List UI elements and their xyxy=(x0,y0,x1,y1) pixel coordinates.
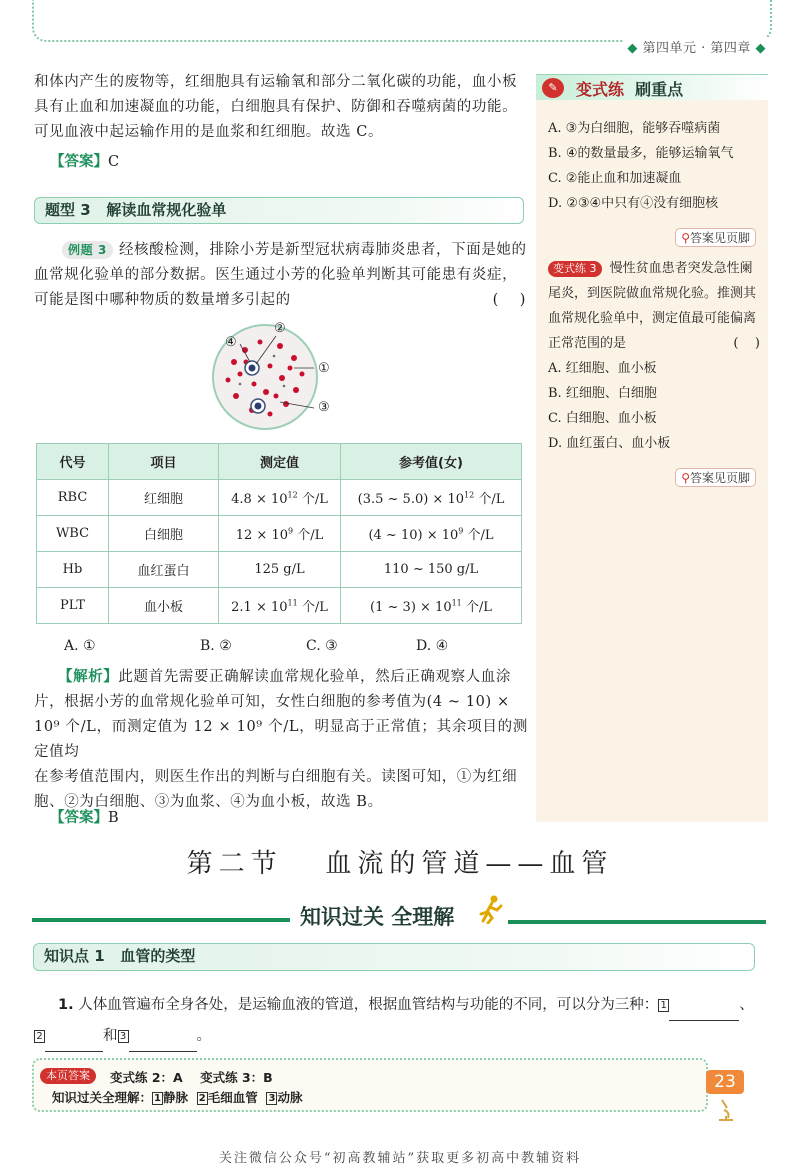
cell-measured: $12 \times 10^9$ 个/L xyxy=(219,516,341,552)
answer-tag: 【答案】 xyxy=(50,153,108,170)
knowledge-title: 知识过关 全理解 xyxy=(300,905,455,929)
answer-paren: ( ) xyxy=(492,292,526,308)
top-frame xyxy=(32,0,772,42)
section-title: 第二节 血流的管道——血管 xyxy=(186,849,614,879)
practice-question xyxy=(548,256,760,356)
column-header: 项目 xyxy=(109,444,219,480)
answer-value: B xyxy=(108,810,119,826)
example-line xyxy=(34,288,528,313)
option-item: A. ③为白细胞，能够吞噬病菌 xyxy=(548,121,721,136)
practice-badge: 变式练 3 xyxy=(548,261,602,277)
analysis-line: 胞、②为白细胞、③为血浆、④为血小板，故选 B。 xyxy=(34,794,383,810)
analysis-tag: 【解析】 xyxy=(58,668,119,685)
analysis-line: 10⁹ 个/L，而测定值为 12 × 10⁹ 个/L，明显高于正常值；其余项目的测定值均 xyxy=(34,719,528,760)
figure-label-3: ③ xyxy=(318,400,330,415)
figure-label-2: ② xyxy=(274,321,286,336)
bullet-icon: ◆ xyxy=(627,41,643,56)
answer-line xyxy=(50,806,119,827)
blood-test-table xyxy=(36,443,522,624)
example-line xyxy=(34,238,528,263)
option-b: B. ② xyxy=(200,638,232,654)
answers-line: 知识过关全理解： 1 静脉 2 毛细血管 3 动脉 xyxy=(52,1090,303,1105)
option-item: C. ②能止血和加速凝血 xyxy=(548,171,682,186)
column-header: 测定值 xyxy=(219,444,341,480)
see-answer-label: 答案见页脚 xyxy=(689,471,750,485)
practice-icon: ✎ xyxy=(542,78,564,98)
example-question xyxy=(34,238,528,313)
practice-line: 血常规化验单中，测定值最可能偏离 xyxy=(548,311,757,326)
see-answer-label: 答案见页脚 xyxy=(689,231,750,245)
page-number: 23 xyxy=(706,1070,744,1094)
table-row xyxy=(37,552,522,588)
topic-title: 解读血常规化验单 xyxy=(106,201,227,219)
cell-reference: (1 ~ $3) \times 10^{11}$ 个/L xyxy=(341,588,522,624)
page-answers-badge: 本页答案 xyxy=(40,1068,96,1084)
example-line: 血常规化验单的部分数据。医生通过小芳的化验单判断其可能患有炎症， xyxy=(34,267,518,283)
option-item: B. 红细胞、白细胞 xyxy=(548,386,657,401)
blank-3[interactable] xyxy=(129,1021,197,1052)
question-text: 人体血管遍布全身各处，是运输血液的管道，根据血管结构与功能的不同，可以分为三种： xyxy=(78,997,659,1013)
table-header-row xyxy=(37,444,522,480)
bullet-icon: ◆ xyxy=(750,41,766,56)
question-number: 1. xyxy=(58,997,74,1013)
example-text: 可能是图中哪种物质的数量增多引起的 xyxy=(34,292,291,308)
option-list xyxy=(548,356,670,456)
top-paragraph xyxy=(34,70,528,145)
analysis-line: 片，根据小芳的血常规化验单可知，女性白细胞的参考值为(4 ~ 10) × xyxy=(34,694,510,710)
option-list xyxy=(548,116,733,216)
option-item: A. 红细胞、血小板 xyxy=(548,361,657,376)
chapter-label: 第四单元 · 第四章 xyxy=(642,41,751,56)
analysis xyxy=(34,664,528,815)
cell-reference: (3.5 ~ $5.0) \times 10^{12}$ 个/L xyxy=(341,480,522,516)
pin-icon: ⚲ xyxy=(681,231,690,245)
cell-item: 白细胞 xyxy=(109,516,219,552)
see-answer-tag xyxy=(675,228,756,247)
analysis-text: 此题首先需要正确解读血常规化验单，然后正确观察人血涂 xyxy=(118,669,512,685)
blank-1[interactable] xyxy=(669,990,739,1021)
column-header: 参考值(女) xyxy=(341,444,522,480)
blank-number: 3 xyxy=(118,1030,129,1043)
cell-code: PLT xyxy=(37,588,109,624)
cell-item: 红细胞 xyxy=(109,480,219,516)
option-d: D. ④ xyxy=(416,638,449,654)
paragraph-line: 和体内产生的废物等，红细胞具有运输氧和部分二氧化碳的功能，血小板 xyxy=(34,74,518,90)
divider xyxy=(508,920,766,924)
option-c: C. ③ xyxy=(306,638,338,654)
pin-icon: ⚲ xyxy=(681,471,690,485)
topic-label: 题型 3 xyxy=(45,201,91,219)
practice-line: 变式练 3 慢性贫血患者突发急性阑 xyxy=(548,256,760,281)
column-header: 代号 xyxy=(37,444,109,480)
answer-line xyxy=(50,150,119,171)
paragraph-line: 具有止血和加速凝血的功能，白细胞具有保护、防御和吞噬病菌的功能。 xyxy=(34,99,518,115)
cell-item: 血小板 xyxy=(109,588,219,624)
footer-note: 关注微信公众号“初高教辅站”获取更多初高中教辅资料 xyxy=(218,1151,582,1166)
question-1 xyxy=(34,990,770,1052)
example-text: 经核酸检测，排除小芳是新型冠状病毒肺炎患者，下面是她的 xyxy=(118,242,527,258)
example-badge: 例题 3 xyxy=(62,241,113,259)
answers-line: 变式练 2：A 变式练 3：B xyxy=(110,1070,273,1085)
analysis-line xyxy=(34,664,528,690)
practice-title: 变式练 刷重点 xyxy=(576,80,684,99)
cell-item: 血红蛋白 xyxy=(109,552,219,588)
answer-tag: 【答案】 xyxy=(50,809,108,826)
practice-line: 尾炎，到医院做血常规化验。推测其 xyxy=(548,286,757,301)
practice-panel xyxy=(536,74,768,822)
analysis-line: 在参考值范围内，则医生作出的判断与白细胞有关。读图可知，①为红细 xyxy=(34,769,518,785)
figure-label-1: ① xyxy=(318,361,330,376)
kp-title: 血管的类型 xyxy=(120,947,196,965)
table-row xyxy=(37,480,522,516)
blank-2[interactable] xyxy=(45,1021,103,1052)
cell-code: WBC xyxy=(37,516,109,552)
see-answer-tag xyxy=(675,468,756,487)
cell-measured: $2.1 \times 10^{11}$ 个/L xyxy=(219,588,341,624)
option-item: B. ④的数量最多，能够运输氧气 xyxy=(548,146,734,161)
option-a: A. ① xyxy=(64,638,96,654)
question-line: 1. 人体血管遍布全身各处，是运输血液的管道，根据血管结构与功能的不同，可以分为三种： 1 、 xyxy=(34,990,770,1021)
option-item: C. 白细胞、血小板 xyxy=(548,411,657,426)
question-line: 2 和 3 。 xyxy=(34,1021,770,1052)
blank-number: 2 xyxy=(34,1030,45,1043)
option-item: D. ②③④中只有④没有细胞核 xyxy=(548,196,719,211)
cell-code: Hb xyxy=(37,552,109,588)
cell-reference: (4 ~ $10) \times 10^9$ 个/L xyxy=(341,516,522,552)
cell-measured: $4.8 \times 10^{12}$ 个/L xyxy=(219,480,341,516)
paragraph-line: 可见血液中起运输作用的是血浆和红细胞。故选 C。 xyxy=(34,124,384,140)
table-row xyxy=(37,588,522,624)
cell-code: RBC xyxy=(37,480,109,516)
microscope-icon xyxy=(716,1098,736,1122)
runner-icon xyxy=(478,894,504,924)
practice-line: 正常范围的是 ( ) xyxy=(548,336,760,351)
practice-header xyxy=(536,74,768,100)
cell-measured: 125 g/L xyxy=(219,552,341,588)
option-item: D. 血红蛋白、血小板 xyxy=(548,436,671,451)
cell-reference: 110 ~ 150 g/L xyxy=(341,552,522,588)
blank-number: 1 xyxy=(658,999,669,1012)
chapter-header xyxy=(623,37,770,56)
kp-label: 知识点 1 xyxy=(44,947,105,965)
topic-bar xyxy=(34,197,524,224)
divider xyxy=(32,918,290,922)
table-row xyxy=(37,516,522,552)
answer-value: C xyxy=(108,154,120,170)
figure-label-4: ④ xyxy=(225,335,237,350)
knowledge-point-bar xyxy=(33,943,755,971)
